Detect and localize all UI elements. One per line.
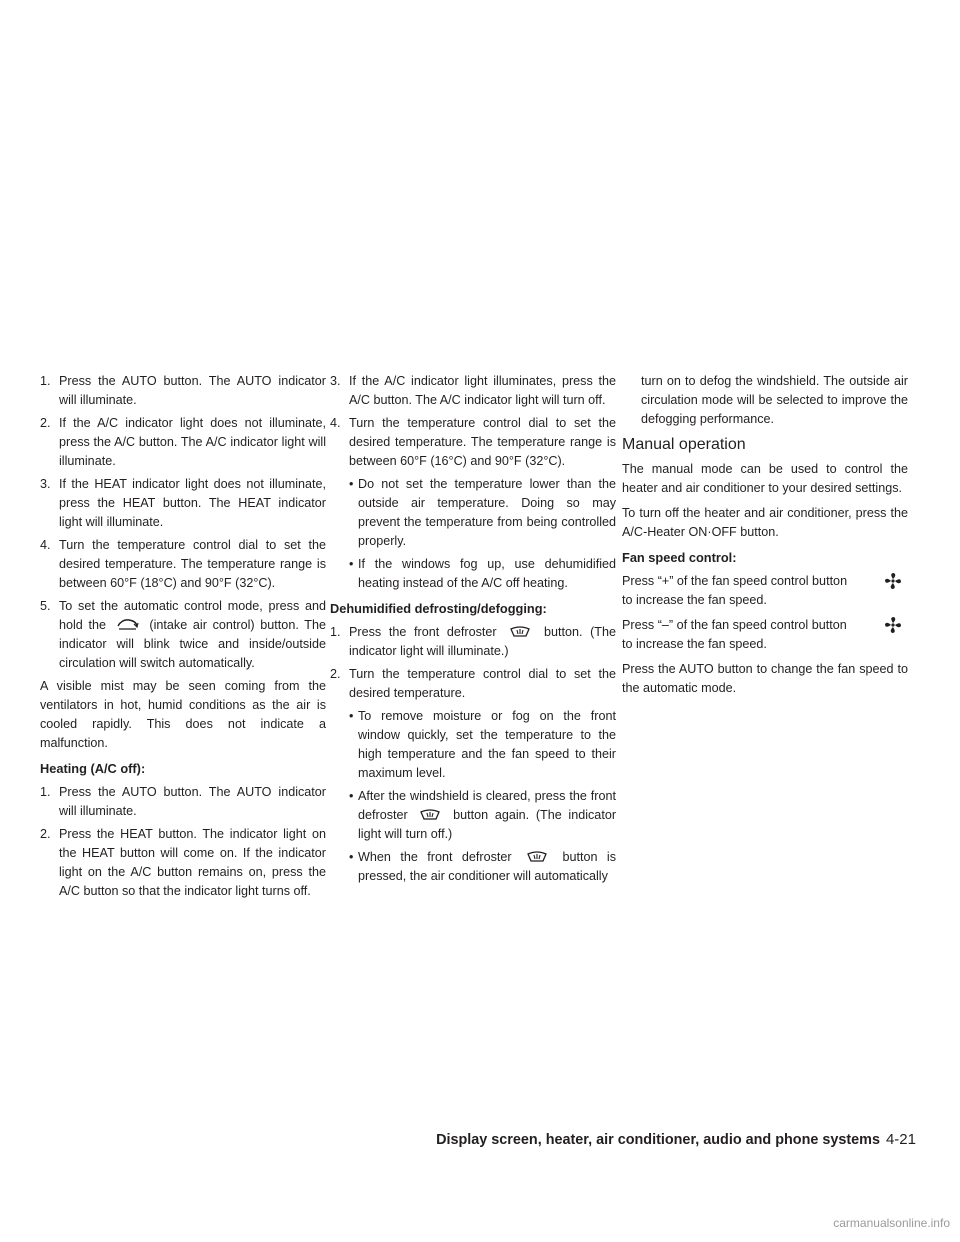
heading-heating: Heating (A/C off): xyxy=(40,761,146,776)
footer-title: Display screen, heater, air conditioner, audio and phone systems xyxy=(436,1132,880,1148)
list-item: 4. Turn the temperature control dial to set the desired temperature. The temperature range is between 60°F (16°C) and 90°F (32°C). xyxy=(330,416,616,468)
column-left xyxy=(40,372,326,905)
continued-text: turn on to defog the windshield. The outside air circulation mode will be selected to improve the defogging performance. xyxy=(641,374,908,426)
fan-icon xyxy=(884,572,902,590)
fan-icon xyxy=(884,616,902,634)
fan-paragraph: Press “–” of the fan speed control button to increase the fan speed. xyxy=(622,616,908,654)
list-item: 4. Turn the temperature control dial to set the desired temperature. The temperature range is between 60°F (18°C) and 90°F (32°C). xyxy=(40,538,326,590)
heading-dehumidified: Dehumidified defrosting/defogging: xyxy=(330,601,547,616)
bullet-item: • If the windows fog up, use dehumidified heating instead of the A/C off heating. xyxy=(349,557,616,590)
column-right xyxy=(622,372,908,704)
list-item: 3. If the HEAT indicator light does not illuminate, press the HEAT button. The HEAT indicator light will illuminate. xyxy=(40,477,326,529)
list-item: 1. Press the front defroster button. (The indicator light will illuminate.) xyxy=(330,625,617,658)
manual-paragraph: To turn off the heater and air conditioner, press the A/C-Heater ON·OFF button. xyxy=(622,506,908,539)
bullet-item: • To remove moisture or fog on the front window quickly, set the temperature to the high temperature and the fan speed to their maximum level. xyxy=(349,709,616,780)
heading-fan-speed: Fan speed control: xyxy=(622,550,737,565)
front-defroster-icon xyxy=(508,624,532,638)
manual-paragraph: The manual mode can be used to control the heater and air conditioner to your desired settings. xyxy=(622,462,908,495)
page-footer xyxy=(400,1131,916,1148)
page-number: 4-21 xyxy=(885,1131,916,1148)
bullet-item: • When the front defroster button is pressed, the air conditioner will automatically xyxy=(349,850,617,883)
list-item: 2. Press the HEAT button. The indicator light on the HEAT button will come on. If the indicator light on the A/C button remains on, press the A/C button so that the indicator light turns off. xyxy=(40,827,326,898)
watermark: carmanualsonline.info xyxy=(833,1216,950,1230)
column-middle xyxy=(330,372,616,890)
front-defroster-icon xyxy=(418,807,442,821)
list-item: 2. Turn the temperature control dial to set the desired temperature. xyxy=(330,667,616,700)
heading-manual-operation: Manual operation xyxy=(622,436,746,453)
bullet-item: • Do not set the temperature lower than the outside air temperature. Doing so may prevent the temperature from being controlled properly. xyxy=(349,477,616,548)
list-item: 3. If the A/C indicator light illuminates, press the A/C button. The A/C indicator light will turn off. xyxy=(330,374,616,407)
mist-paragraph: A visible mist may be seen coming from the ventilators in hot, humid conditions as the air is cooled rapidly. This does not indicate a malfunction. xyxy=(40,679,326,750)
fan-paragraph: Press the AUTO button to change the fan speed to the automatic mode. xyxy=(622,662,908,695)
fan-paragraph: Press “+” of the fan speed control button to increase the fan speed. xyxy=(622,572,908,610)
list-item: 5. To set the automatic control mode, press and hold the (intake air control) button. The indicator will blink twice and inside/outside circulation will switch automatically. xyxy=(40,599,326,670)
bullet-item: • After the windshield is cleared, press the front defroster button again. (The indicator light will turn off.) xyxy=(349,789,617,841)
list-item: 1. Press the AUTO button. The AUTO indicator will illuminate. xyxy=(40,374,326,407)
list-item: 1. Press the AUTO button. The AUTO indicator will illuminate. xyxy=(40,785,326,818)
front-defroster-icon xyxy=(525,849,549,863)
intake-air-control-icon xyxy=(116,617,140,631)
list-item: 2. If the A/C indicator light does not illuminate, press the A/C button. The A/C indicator light will illuminate. xyxy=(40,416,326,468)
